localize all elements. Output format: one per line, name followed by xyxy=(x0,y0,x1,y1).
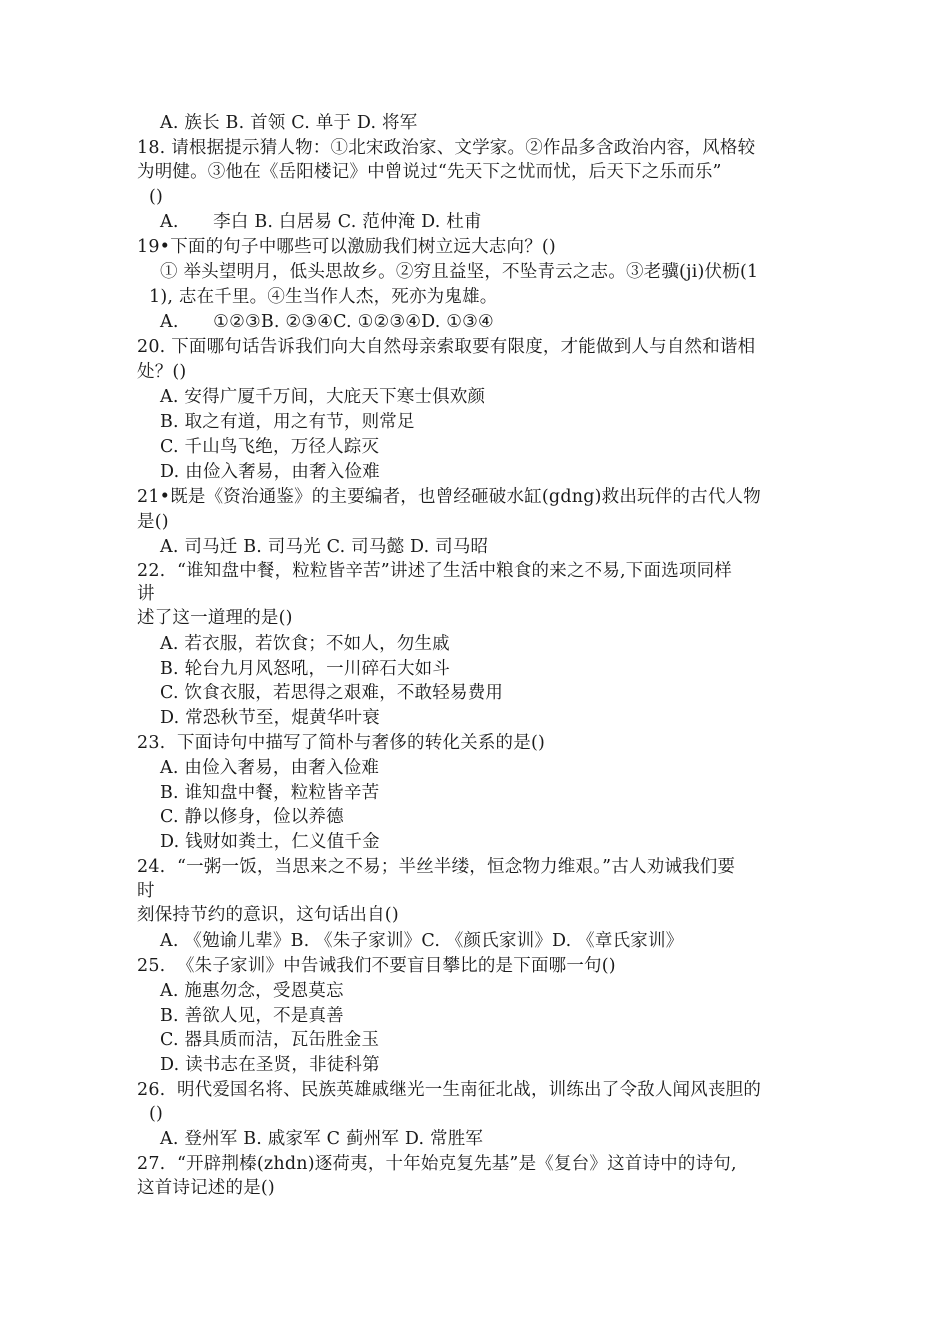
text-line: A. 司马迁 B. 司马光 C. 司马懿 D. 司马昭 xyxy=(160,537,489,557)
text-line: A. 《勉谕儿辈》B. 《朱子家训》C. 《颜氏家训》D. 《章氏家训》 xyxy=(160,931,684,951)
text-line: 述了这一道理的是() xyxy=(137,608,293,628)
text-line: A. 若衣服，若饮食；不如人，勿生戚 xyxy=(160,634,450,654)
text-line: 18. 请根据提示猜人物：①北宋政治家、文学家。②作品多含政治内容，风格较 xyxy=(137,138,756,158)
text-line: 1), 志在千里。④生当作人杰，死亦为鬼雄。 xyxy=(149,287,498,307)
text-line: 22. “谁知盘中餐，粒粒皆辛苦”讲述了生活中粮食的来之不易,下面选项同样 xyxy=(137,561,733,581)
text-line: D. 常恐秋节至，焜黄华叶衰 xyxy=(160,708,380,728)
text-line: 处？() xyxy=(137,362,187,382)
text-line: 24. “一粥一饭，当思来之不易；半丝半缕，恒念物力维艰。”古人劝诫我们要 xyxy=(137,857,736,877)
text-line: 刻保持节约的意识，这句话出自() xyxy=(137,905,399,925)
text-line: 25. 《朱子家训》中告诫我们不要盲目攀比的是下面哪一句() xyxy=(137,956,616,976)
text-line: 27. “开辟荆榛(zhdn)逐荷夷，十年始克复先基”是《复台》这首诗中的诗句, xyxy=(137,1154,737,1174)
text-line: 时 xyxy=(137,881,155,901)
text-line: A. 登州军 B. 戚家军 C 蓟州军 D. 常胜军 xyxy=(160,1129,484,1149)
text-line: 21•既是《资治通鉴》的主要编者，也曾经砸破水缸(gdng)救出玩伴的古代人物 xyxy=(137,487,761,507)
text-line: D. 由俭入奢易，由奢入俭难 xyxy=(160,462,380,482)
text-line: 是() xyxy=(137,512,169,532)
text-line: 26. 明代爱国名将、民族英雄戚继光一生南征北战，训练出了令敌人闻风丧胆的 xyxy=(137,1080,762,1100)
text-line: 23. 下面诗句中描写了简朴与奢侈的转化关系的是() xyxy=(137,733,546,753)
text-line: () xyxy=(149,187,164,207)
text-line: 为明健。③他在《岳阳楼记》中曾说过“先天下之忧而忧，后天下之乐而乐” xyxy=(137,162,722,182)
text-line: 19•下面的句子中哪些可以激励我们树立远大志向？() xyxy=(137,237,556,257)
text-line: 这首诗记述的是() xyxy=(137,1178,275,1198)
text-line: A. 族长 B. 首领 C. 单于 D. 将军 xyxy=(160,113,418,133)
text-line: B. 轮台九月风怒吼，一川碎石大如斗 xyxy=(160,659,451,679)
text-line: B. 善欲人见，不是真善 xyxy=(160,1006,344,1026)
text-line: D. 读书志在圣贤，非徒科第 xyxy=(160,1055,380,1075)
text-line: () xyxy=(149,1104,164,1124)
text-line: A. 李白 B. 白居易 C. 范仲淹 D. 杜甫 xyxy=(160,212,482,232)
text-line: ① 举头望明月，低头思故乡。②穷且益坚，不坠青云之志。③老骥(ji)伏枥(1 xyxy=(160,262,759,282)
text-line: 20. 下面哪句话告诉我们向大自然母亲索取要有限度，才能做到人与自然和谐相 xyxy=(137,337,756,357)
text-line: A. 安得广厦千万间，大庇天下寒士俱欢颜 xyxy=(160,387,486,407)
text-line: A. 施惠勿念，受恩莫忘 xyxy=(160,981,344,1001)
text-line: C. 千山鸟飞绝，万径人踪灭 xyxy=(160,437,380,457)
text-line: C. 饮食衣服，若思得之艰难，不敢轻易费用 xyxy=(160,683,504,703)
text-line: C. 静以修身，俭以养德 xyxy=(160,807,344,827)
text-line: A. 由俭入奢易，由奢入俭难 xyxy=(160,758,380,778)
text-line: B. 取之有道，用之有节，则常足 xyxy=(160,412,415,432)
text-line: D. 钱财如粪土，仁义值千金 xyxy=(160,832,380,852)
text-line: A. ①②③B. ②③④C. ①②③④D. ①③④ xyxy=(160,312,494,332)
text-line: B. 谁知盘中餐，粒粒皆辛苦 xyxy=(160,783,380,803)
text-line: 讲 xyxy=(137,584,155,604)
text-line: C. 器具质而洁，瓦缶胜金玉 xyxy=(160,1030,380,1050)
